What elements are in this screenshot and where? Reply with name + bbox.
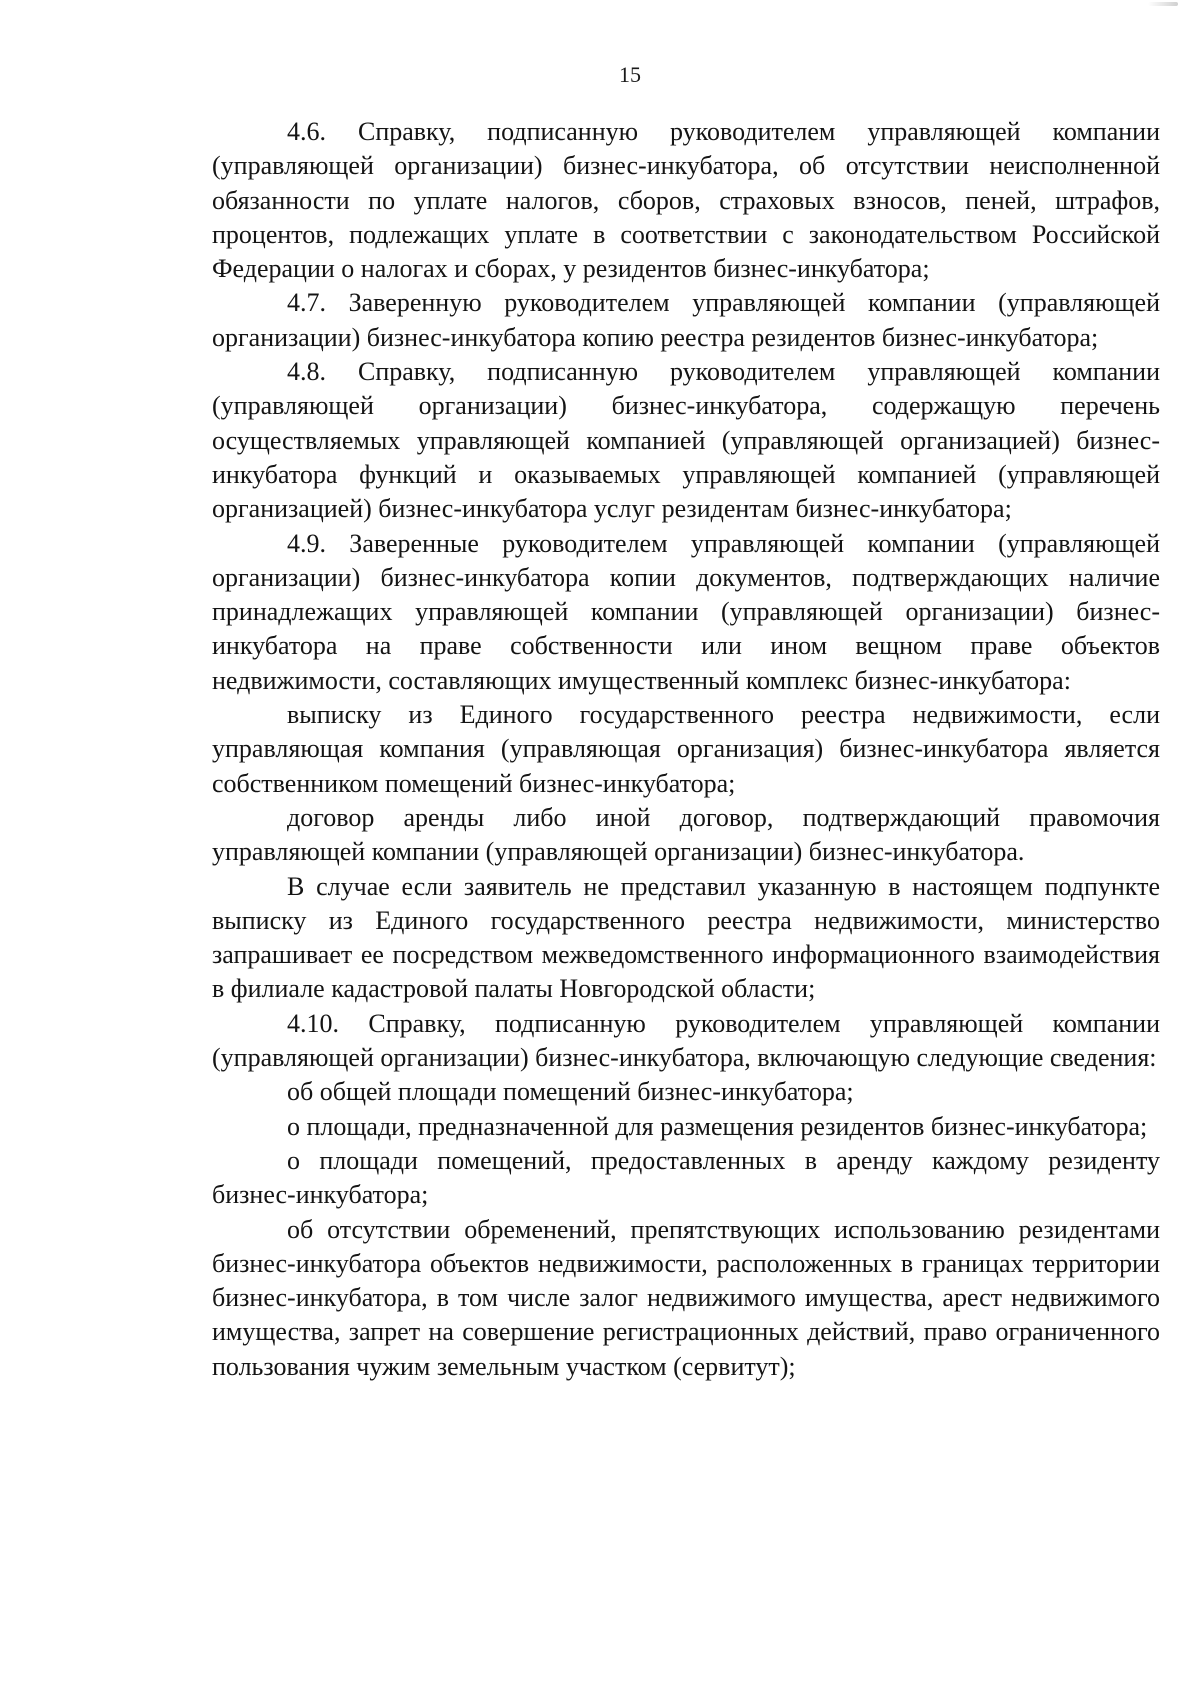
paragraph-4-6: 4.6. Справку, подписанную руководителем управляющей компании (управляющей организации) бизнес-инкубатора, об отсутствии неисполненной обязанности по уплате налогов, сборов, страховых взносов, пеней, штрафов, процентов, подлежащих уплате в соответствии с законодательством Российской Федерации о налогах и сборах, у резидентов бизнес-инкубатора; — [212, 117, 1160, 284]
paragraph-leased-area: о площади помещений, предоставленных в аренду каждому резиденту бизнес-инкубатора; — [212, 1145, 1160, 1210]
paragraph-4-8: 4.8. Справку, подписанную руководителем управляющей компании (управляющей организации) бизнес-инкубатора, содержащую перечень осуществляемых управляющей компанией (управляющей организацией) бизнес-инкубатора функций и оказываемых управляющей компанией (управляющей организацией) бизнес-инкубатора услуг резидентам бизнес-инкубатора; — [212, 357, 1160, 524]
paragraph-total-area: об общей площади помещений бизнес-инкубатора; — [287, 1077, 854, 1107]
paragraph-encumbrances: об отсутствии обременений, препятствующих использованию резидентами бизнес-инкубатора объектов недвижимости, расположенных в границах территории бизнес-инкубатора, в том числе залог недвижимого имущества, арест недвижимого имущества, запрет на совершение регистрационных действий, право ограниченного пользования чужим земельным участком (сервитут); — [212, 1214, 1160, 1381]
paragraph-ministry-request: В случае если заявитель не представил указанную в настоящем подпункте выписку из Единого государственного реестра недвижимости, министерство запрашивает ее посредством межведомственного информационного взаимодействия в филиале кадастровой палаты Новгородской области; — [212, 871, 1160, 1004]
paragraph-4-10: 4.10. Справку, подписанную руководителем управляющей компании (управляющей организации) бизнес-инкубатора, включающую следующие сведения: — [212, 1008, 1160, 1073]
paragraph-registry-extract: выписку из Единого государственного реестра недвижимости, если управляющая компания (управляющая организация) бизнес-инкубатора является собственником помещений бизнес-инкубатора; — [212, 700, 1160, 798]
page-number: 15 — [619, 62, 641, 87]
document-body — [212, 115, 1160, 1384]
paragraph-4-9: 4.9. Заверенные руководителем управляющей компании (управляющей организации) бизнес-инкубатора копии документов, подтверждающих наличие принадлежащих управляющей компании (управляющей организации) бизнес-инкубатора на праве собственности или ином вещном праве объектов недвижимости, составляющих имущественный комплекс бизнес-инкубатора: — [212, 528, 1160, 695]
paragraph-lease-agreement: договор аренды либо иной договор, подтверждающий правомочия управляющей компании (управляющей организации) бизнес-инкубатора. — [212, 802, 1160, 867]
paragraph-4-7: 4.7. Заверенную руководителем управляющей компании (управляющей организации) бизнес-инкубатора копию реестра резидентов бизнес-инкубатора; — [212, 288, 1160, 352]
paragraph-resident-area: о площади, предназначенной для размещения резидентов бизнес-инкубатора; — [287, 1111, 1148, 1141]
scan-corner-mark — [1148, 2, 1178, 6]
